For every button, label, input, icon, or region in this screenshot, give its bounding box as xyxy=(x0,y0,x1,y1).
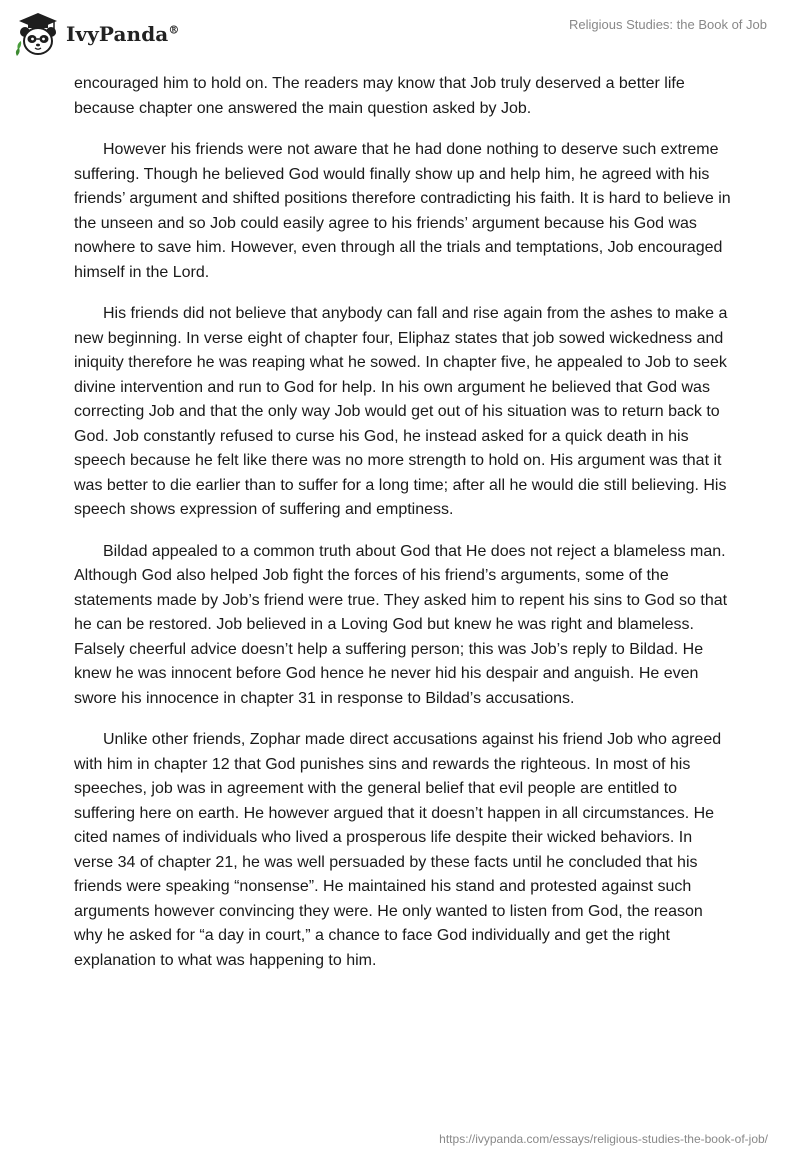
page-header xyxy=(0,0,800,64)
essay-body xyxy=(74,72,734,990)
document-title: Religious Studies: the Book of Job xyxy=(568,17,767,32)
paragraph: His friends did not believe that anybody can fall and rise again from the ashes to make a new beginning. In verse eight of chapter four, Eliphaz states that job sowed wickedness and iniquity therefore he was reaping what he sowed. In chapter five, he appealed to Job to seek divine intervention and run to God for help. In his own argument he believed that God was correcting Job and that the only way Job would get out of his situation was to return back to God. Job constantly refused to curse his God, he instead asked for a quick death in his speech because he felt like there was no more strength to hold on. His argument was that it was better to die earlier than to suffer for a long time; after all he would die still believing. His speech shows expression of suffering and emptiness. xyxy=(74,305,728,518)
source-url-link[interactable]: https://ivypanda.com/essays/religious-studies-the-book-of-job/ xyxy=(439,1132,768,1146)
brand-logo[interactable] xyxy=(14,10,179,58)
paragraph: encouraged him to hold on. The readers may know that Job truly deserved a better life because chapter one answered the main question asked by Job. xyxy=(74,75,685,117)
registered-mark: ® xyxy=(168,23,180,37)
brand-name: IvyPanda® xyxy=(66,22,180,46)
paragraph: Unlike other friends, Zophar made direct accusations against his friend Job who agreed with him in chapter 12 that God punishes sins and rewards the righteous. In most of his speeches, job was in agreement with the general belief that evil people are entitled to suffering here on earth. He however argued that it doesn’t happen in all circumstances. He cited names of individuals who lived a prosperous life despite their wicked behaviors. In verse 34 of chapter 21, he was well persuaded by these facts until he concluded that his friends were speaking “nonsense”. He maintained his stand and protested against such arguments however convincing they were. He only wanted to listen from God, the reason why he asked for “a day in court,” a chance to face God individually and get the right explanation to what was happening to him. xyxy=(74,731,722,969)
panda-graduate-icon xyxy=(14,10,62,58)
paragraph: However his friends were not aware that he had done nothing to deserve such extreme suffering. Though he believed God would finally show up and help him, he agreed with his friends’ argument and shifted positions therefore contradicting his faith. It is hard to believe in the unseen and so Job could easily agree to his friends’ argument because his God was nowhere to save him. However, even through all the trials and temptations, Job encouraged himself in the Lord. xyxy=(74,141,731,281)
paragraph: Bildad appealed to a common truth about God that He does not reject a blameless man. Although God also helped Job fight the forces of his friend’s arguments, some of the statements made by Job’s friend were true. They asked him to repent his sins to God so that he can be restored. Job believed in a Loving God but knew he was right and blameless. Falsely cheerful advice doesn’t help a suffering person; this was Job’s reply to Bildad. He knew he was innocent before God hence he never hid his despair and anguish. He even swore his innocence in chapter 31 in response to Bildad’s accusations. xyxy=(74,542,728,707)
